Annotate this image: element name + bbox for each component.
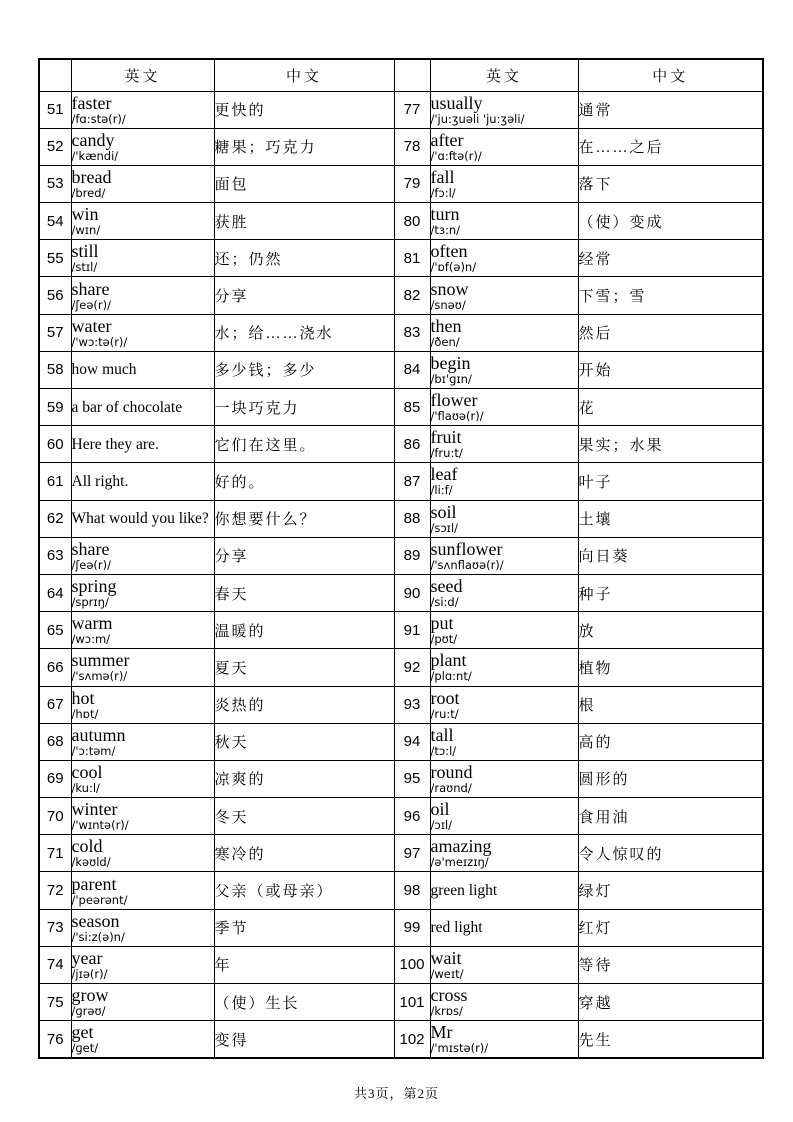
english-word: get xyxy=(71,1022,94,1043)
header-num-right xyxy=(394,59,430,91)
phonetic-transcription: /'ɒf(ə)n/ xyxy=(430,260,477,275)
chinese-cell: 然后 xyxy=(578,314,763,351)
chinese-cell: 圆形的 xyxy=(578,760,763,797)
phonetic-transcription: /stɪl/ xyxy=(71,260,98,275)
table-row xyxy=(39,203,763,240)
phonetic-transcription: /'si:z(ə)n/ xyxy=(71,929,125,944)
row-number: 98 xyxy=(394,872,430,909)
english-word: put xyxy=(430,613,454,634)
chinese-cell: 植物 xyxy=(578,649,763,686)
phonetic-transcription: /ɡet/ xyxy=(71,1041,99,1056)
phonetic-transcription: /fɔ:l/ xyxy=(430,185,456,200)
english-cell xyxy=(71,1021,214,1058)
english-cell xyxy=(430,203,578,240)
chinese-cell: 土壤 xyxy=(578,500,763,537)
english-cell xyxy=(71,389,214,426)
english-word: water xyxy=(71,315,112,336)
table-row xyxy=(39,314,763,351)
english-word: amazing xyxy=(430,836,492,857)
row-number: 55 xyxy=(39,240,71,277)
english-cell xyxy=(71,277,214,314)
english-word: win xyxy=(71,204,99,225)
chinese-cell: 还；仍然 xyxy=(214,240,394,277)
english-word: hot xyxy=(71,687,95,708)
english-word: candy xyxy=(71,129,115,150)
english-word: after xyxy=(430,129,464,150)
english-cell xyxy=(430,649,578,686)
english-cell xyxy=(71,537,214,574)
english-phrase: Here they are. xyxy=(71,435,159,453)
english-cell xyxy=(71,165,214,202)
row-number: 94 xyxy=(394,723,430,760)
english-cell xyxy=(430,91,578,128)
phonetic-transcription: /bɪ'ɡɪn/ xyxy=(430,371,472,386)
chinese-cell: 根 xyxy=(578,686,763,723)
english-cell xyxy=(430,314,578,351)
table-row xyxy=(39,723,763,760)
table-row xyxy=(39,426,763,463)
english-cell xyxy=(430,835,578,872)
header-row xyxy=(39,59,763,91)
english-word: summer xyxy=(71,650,130,671)
chinese-cell: 穿越 xyxy=(578,984,763,1021)
chinese-cell: 父亲（或母亲） xyxy=(214,872,394,909)
chinese-cell: 果实；水果 xyxy=(578,426,763,463)
english-word: snow xyxy=(430,278,469,299)
table-row xyxy=(39,984,763,1021)
table-row xyxy=(39,760,763,797)
english-phrase: a bar of chocolate xyxy=(71,398,183,416)
chinese-cell: 炎热的 xyxy=(214,686,394,723)
table-row xyxy=(39,872,763,909)
english-word: root xyxy=(430,687,460,708)
row-number: 79 xyxy=(394,165,430,202)
english-word: plant xyxy=(430,650,467,671)
row-number: 57 xyxy=(39,314,71,351)
chinese-cell: 食用油 xyxy=(578,798,763,835)
english-word: then xyxy=(430,315,462,336)
phonetic-transcription: /pʊt/ xyxy=(430,632,458,647)
chinese-cell: 落下 xyxy=(578,165,763,202)
english-word: bread xyxy=(71,166,112,187)
chinese-cell: 放 xyxy=(578,612,763,649)
english-cell xyxy=(71,760,214,797)
english-cell xyxy=(430,1021,578,1058)
row-number: 65 xyxy=(39,612,71,649)
chinese-cell: 下雪；雪 xyxy=(578,277,763,314)
phonetic-transcription: /ɡrəʊ/ xyxy=(71,1004,106,1019)
chinese-cell: 红灯 xyxy=(578,909,763,946)
chinese-cell: 好的。 xyxy=(214,463,394,500)
row-number: 86 xyxy=(394,426,430,463)
english-word: Mr xyxy=(430,1022,453,1043)
chinese-cell: 春天 xyxy=(214,574,394,611)
table-row xyxy=(39,946,763,983)
english-word: parent xyxy=(71,873,117,894)
phonetic-transcription: /ðen/ xyxy=(430,334,460,349)
row-number: 59 xyxy=(39,389,71,426)
chinese-cell: 你想要什么？ xyxy=(214,500,394,537)
english-word: spring xyxy=(71,576,117,597)
row-number: 76 xyxy=(39,1021,71,1058)
table-row xyxy=(39,500,763,537)
row-number: 83 xyxy=(394,314,430,351)
table-row xyxy=(39,686,763,723)
phonetic-transcription: /wɔ:m/ xyxy=(71,632,111,647)
phonetic-transcription: /'peərənt/ xyxy=(71,892,128,907)
english-word: sunflower xyxy=(430,538,503,559)
row-number: 51 xyxy=(39,91,71,128)
chinese-cell: 寒冷的 xyxy=(214,835,394,872)
phonetic-transcription: /sprɪŋ/ xyxy=(71,595,109,610)
row-number: 62 xyxy=(39,500,71,537)
english-cell xyxy=(71,128,214,165)
row-number: 96 xyxy=(394,798,430,835)
row-number: 75 xyxy=(39,984,71,1021)
english-word: often xyxy=(430,241,468,262)
chinese-cell: 它们在这里。 xyxy=(214,426,394,463)
chinese-cell: 夏天 xyxy=(214,649,394,686)
row-number: 88 xyxy=(394,500,430,537)
english-cell xyxy=(430,612,578,649)
english-phrase: green light xyxy=(430,882,498,900)
english-cell xyxy=(71,798,214,835)
chinese-cell: 分享 xyxy=(214,537,394,574)
phonetic-transcription: /tɜ:n/ xyxy=(430,223,461,238)
chinese-cell: 种子 xyxy=(578,574,763,611)
english-cell xyxy=(430,574,578,611)
english-word: leaf xyxy=(430,464,458,485)
phonetic-transcription: /sɔɪl/ xyxy=(430,520,459,535)
phonetic-transcription: /'sʌnflaʊə(r)/ xyxy=(430,557,504,572)
row-number: 70 xyxy=(39,798,71,835)
english-cell xyxy=(71,314,214,351)
table-row xyxy=(39,240,763,277)
phonetic-transcription: /'flaʊə(r)/ xyxy=(430,409,484,424)
english-cell xyxy=(430,500,578,537)
chinese-cell: 在……之后 xyxy=(578,128,763,165)
table-row xyxy=(39,277,763,314)
chinese-cell: 开始 xyxy=(578,351,763,388)
english-cell xyxy=(71,240,214,277)
english-cell xyxy=(430,760,578,797)
english-cell xyxy=(71,91,214,128)
english-word: begin xyxy=(430,352,471,373)
chinese-cell: 凉爽的 xyxy=(214,760,394,797)
phonetic-transcription: /'wɪntə(r)/ xyxy=(71,818,129,833)
table-row xyxy=(39,91,763,128)
english-cell xyxy=(430,240,578,277)
english-word: warm xyxy=(71,613,113,634)
phonetic-transcription: /'kændi/ xyxy=(71,148,119,163)
english-cell xyxy=(71,500,214,537)
phonetic-transcription: /fru:t/ xyxy=(430,446,463,461)
row-number: 66 xyxy=(39,649,71,686)
row-number: 61 xyxy=(39,463,71,500)
english-cell xyxy=(71,426,214,463)
table-row xyxy=(39,798,763,835)
english-word: usually xyxy=(430,92,483,113)
chinese-cell: 花 xyxy=(578,389,763,426)
header-english-left: 英文 xyxy=(71,59,214,91)
english-cell xyxy=(71,946,214,983)
english-word: faster xyxy=(71,92,112,113)
phonetic-transcription: /si:d/ xyxy=(430,595,459,610)
chinese-cell: 通常 xyxy=(578,91,763,128)
chinese-cell: 向日葵 xyxy=(578,537,763,574)
row-number: 101 xyxy=(394,984,430,1021)
phonetic-transcription: /'ɑ:ftə(r)/ xyxy=(430,148,482,163)
english-cell xyxy=(430,537,578,574)
english-phrase: red light xyxy=(430,919,483,937)
chinese-cell: 多少钱；多少 xyxy=(214,351,394,388)
english-cell xyxy=(430,686,578,723)
phonetic-transcription: /hɒt/ xyxy=(71,706,99,721)
english-word: still xyxy=(71,241,99,262)
phonetic-transcription: /ku:l/ xyxy=(71,780,100,795)
table-row xyxy=(39,463,763,500)
phonetic-transcription: /'mɪstə(r)/ xyxy=(430,1041,489,1056)
table-row xyxy=(39,165,763,202)
english-word: season xyxy=(71,910,120,931)
english-cell xyxy=(71,984,214,1021)
chinese-cell: 面包 xyxy=(214,165,394,202)
english-cell xyxy=(430,798,578,835)
chinese-cell: 年 xyxy=(214,946,394,983)
row-number: 95 xyxy=(394,760,430,797)
row-number: 53 xyxy=(39,165,71,202)
table-row xyxy=(39,128,763,165)
phonetic-transcription: /tɔ:l/ xyxy=(430,743,457,758)
header-chinese-right: 中文 xyxy=(578,59,763,91)
english-cell xyxy=(71,835,214,872)
chinese-cell: 先生 xyxy=(578,1021,763,1058)
english-phrase: What would you like? xyxy=(71,510,209,528)
row-number: 92 xyxy=(394,649,430,686)
row-number: 80 xyxy=(394,203,430,240)
row-number: 69 xyxy=(39,760,71,797)
table-row xyxy=(39,649,763,686)
english-cell xyxy=(71,463,214,500)
phonetic-transcription: /raʊnd/ xyxy=(430,780,472,795)
row-number: 99 xyxy=(394,909,430,946)
row-number: 85 xyxy=(394,389,430,426)
row-number: 68 xyxy=(39,723,71,760)
phonetic-transcription: /ə'meɪzɪŋ/ xyxy=(430,855,489,870)
chinese-cell: 叶子 xyxy=(578,463,763,500)
english-cell xyxy=(71,649,214,686)
header-num-left xyxy=(39,59,71,91)
phonetic-transcription: /'wɔ:tə(r)/ xyxy=(71,334,128,349)
row-number: 56 xyxy=(39,277,71,314)
phonetic-transcription: /ʃeə(r)/ xyxy=(71,297,111,312)
vocab-table xyxy=(38,58,764,1059)
chinese-cell: 绿灯 xyxy=(578,872,763,909)
chinese-cell: 等待 xyxy=(578,946,763,983)
english-word: seed xyxy=(430,576,463,597)
english-cell xyxy=(71,909,214,946)
chinese-cell: 季节 xyxy=(214,909,394,946)
english-word: oil xyxy=(430,799,450,820)
english-cell xyxy=(71,351,214,388)
row-number: 84 xyxy=(394,351,430,388)
phonetic-transcription: /fɑ:stə(r)/ xyxy=(71,111,126,126)
phonetic-transcription: /krɒs/ xyxy=(430,1004,463,1019)
row-number: 91 xyxy=(394,612,430,649)
vocab-table-body xyxy=(39,91,763,1058)
english-phrase: how much xyxy=(71,361,137,379)
table-row xyxy=(39,835,763,872)
english-cell xyxy=(430,723,578,760)
english-word: round xyxy=(430,761,473,782)
chinese-cell: 糖果；巧克力 xyxy=(214,128,394,165)
header-english-right: 英文 xyxy=(430,59,578,91)
chinese-cell: 变得 xyxy=(214,1021,394,1058)
english-cell xyxy=(430,165,578,202)
row-number: 102 xyxy=(394,1021,430,1058)
phonetic-transcription: /snəʊ/ xyxy=(430,297,466,312)
row-number: 77 xyxy=(394,91,430,128)
chinese-cell: （使）生长 xyxy=(214,984,394,1021)
english-word: soil xyxy=(430,501,457,522)
english-cell xyxy=(71,203,214,240)
row-number: 64 xyxy=(39,574,71,611)
row-number: 90 xyxy=(394,574,430,611)
row-number: 72 xyxy=(39,872,71,909)
row-number: 78 xyxy=(394,128,430,165)
phonetic-transcription: /li:f/ xyxy=(430,483,453,498)
english-cell xyxy=(430,426,578,463)
row-number: 93 xyxy=(394,686,430,723)
table-row xyxy=(39,612,763,649)
phonetic-transcription: /'ɔ:təm/ xyxy=(71,743,116,758)
chinese-cell: 秋天 xyxy=(214,723,394,760)
english-cell xyxy=(430,909,578,946)
chinese-cell: 高的 xyxy=(578,723,763,760)
phonetic-transcription: /ru:t/ xyxy=(430,706,459,721)
chinese-cell: 更快的 xyxy=(214,91,394,128)
english-word: share xyxy=(71,278,110,299)
english-word: tall xyxy=(430,724,454,745)
row-number: 54 xyxy=(39,203,71,240)
english-cell xyxy=(430,872,578,909)
chinese-cell: 分享 xyxy=(214,277,394,314)
chinese-cell: 令人惊叹的 xyxy=(578,835,763,872)
row-number: 74 xyxy=(39,946,71,983)
english-word: grow xyxy=(71,985,109,1006)
row-number: 71 xyxy=(39,835,71,872)
phonetic-transcription: /bred/ xyxy=(71,185,106,200)
chinese-cell: 温暖的 xyxy=(214,612,394,649)
table-row xyxy=(39,1021,763,1058)
chinese-cell: 冬天 xyxy=(214,798,394,835)
row-number: 97 xyxy=(394,835,430,872)
chinese-cell: 获胜 xyxy=(214,203,394,240)
phonetic-transcription: /weɪt/ xyxy=(430,966,464,981)
row-number: 87 xyxy=(394,463,430,500)
english-word: winter xyxy=(71,799,118,820)
chinese-cell: 一块巧克力 xyxy=(214,389,394,426)
english-cell xyxy=(71,872,214,909)
english-cell xyxy=(430,463,578,500)
chinese-cell: （使）变成 xyxy=(578,203,763,240)
row-number: 67 xyxy=(39,686,71,723)
english-cell xyxy=(71,723,214,760)
phonetic-transcription: /plɑ:nt/ xyxy=(430,669,472,684)
chinese-cell: 水；给……浇水 xyxy=(214,314,394,351)
phonetic-transcription: /kəʊld/ xyxy=(71,855,111,870)
phonetic-transcription: /wɪn/ xyxy=(71,223,101,238)
table-row xyxy=(39,351,763,388)
english-cell xyxy=(430,351,578,388)
row-number: 82 xyxy=(394,277,430,314)
row-number: 89 xyxy=(394,537,430,574)
phonetic-transcription: /ɔɪl/ xyxy=(430,818,453,833)
english-phrase: All right. xyxy=(71,472,129,490)
table-row xyxy=(39,537,763,574)
english-cell xyxy=(430,984,578,1021)
english-word: cool xyxy=(71,761,103,782)
english-word: cold xyxy=(71,836,103,857)
phonetic-transcription: /'ju:ʒuəli 'ju:ʒəli/ xyxy=(430,111,525,126)
row-number: 58 xyxy=(39,351,71,388)
english-word: turn xyxy=(430,204,460,225)
english-cell xyxy=(71,686,214,723)
phonetic-transcription: /ʃeə(r)/ xyxy=(71,557,111,572)
english-word: year xyxy=(71,947,103,968)
header-chinese-left: 中文 xyxy=(214,59,394,91)
table-row xyxy=(39,909,763,946)
english-word: autumn xyxy=(71,724,126,745)
table-row xyxy=(39,389,763,426)
phonetic-transcription: /'sʌmə(r)/ xyxy=(71,669,128,684)
english-word: fruit xyxy=(430,427,462,448)
row-number: 52 xyxy=(39,128,71,165)
english-cell xyxy=(430,389,578,426)
english-cell xyxy=(430,128,578,165)
english-cell xyxy=(430,946,578,983)
english-word: fall xyxy=(430,166,455,187)
english-word: cross xyxy=(430,985,468,1006)
row-number: 100 xyxy=(394,946,430,983)
page-footer: 共3页，第2页 xyxy=(353,1086,439,1101)
english-word: wait xyxy=(430,947,462,968)
table-row xyxy=(39,574,763,611)
chinese-cell: 经常 xyxy=(578,240,763,277)
english-word: flower xyxy=(430,390,478,411)
row-number: 73 xyxy=(39,909,71,946)
english-cell xyxy=(430,277,578,314)
english-word: share xyxy=(71,538,110,559)
row-number: 63 xyxy=(39,537,71,574)
row-number: 81 xyxy=(394,240,430,277)
row-number: 60 xyxy=(39,426,71,463)
phonetic-transcription: /jɪə(r)/ xyxy=(71,966,108,981)
english-cell xyxy=(71,574,214,611)
english-cell xyxy=(71,612,214,649)
